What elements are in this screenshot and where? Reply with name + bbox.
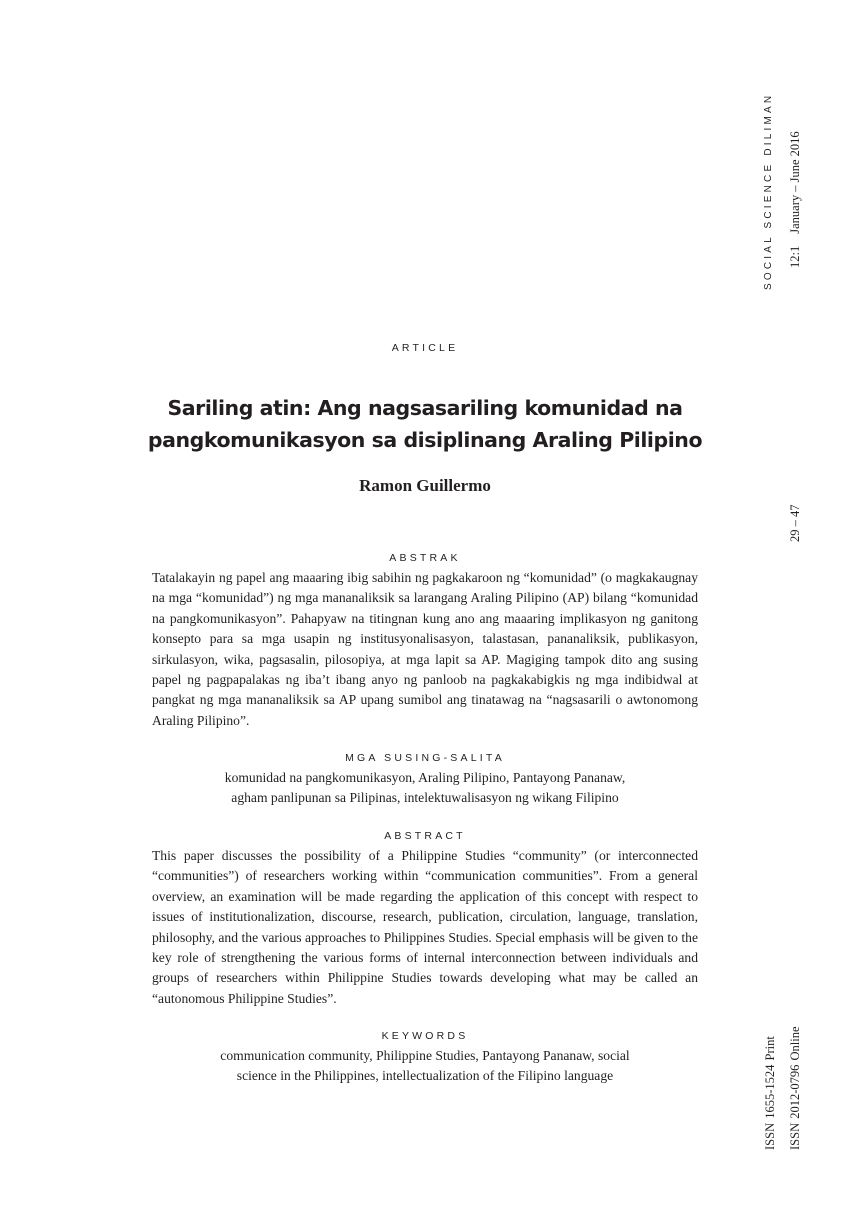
- issn-online: ISSN 2012-0796 Online: [788, 1026, 802, 1150]
- page-range: 29 – 47: [788, 504, 802, 542]
- article-title: Sariling atin: Ang nagsasariling komunidad na pangkomunikasyon sa disiplinang Araling Pilipino: [147, 396, 703, 452]
- abstract-heading: ABSTRACT: [384, 830, 466, 842]
- susing-salita-line: agham panlipunan sa Pilipinas, intelektuwalisasyon ng wikang Filipino: [231, 790, 619, 806]
- susing-salita-line: komunidad na pangkomunikasyon, Araling Pilipino, Pantayong Pananaw,: [224, 770, 626, 785]
- journal-issue: 12:1: [788, 245, 802, 268]
- keywords-line: communication community, Philippine Studies, Pantayong Pananaw, social: [220, 1048, 630, 1063]
- journal-date: January – June 2016: [788, 131, 802, 234]
- journal-name: SOCIAL SCIENCE DILIMAN: [763, 92, 774, 290]
- susing-salita-heading: MGA SUSING-SALITA: [345, 752, 505, 764]
- abstrak-text: Tatalakayin ng papel ang maaaring ibig sabihin ng pagkakaroon ng “komunidad” (o magkakaugnay na mga “komunidad”) ng mga mananaliksik sa larangang Araling Pilipino (AP) bilang “komunidad na pangkomunikasyon”. Pahapyaw na titingnan kung ano ang maaaring implikasyon ng ganitong konsepto para sa mga usapin ng institusyonalisasyon, talastasan, pananaliksik, publikasyon, sirkulasyon, wika, pagsasalin, pilosopiya, at mga lapit sa AP. Magiging tampok dito ang susing papel ng pagpapalakas ng iba’t ibang anyo ng panloob na pagkakabigkis ng mga indibidwal at pangkat ng mga mananaliksik sa AP upang sumibol ang tinatawag na “nagsasarili o awtonomong Araling Pilipino”.: [152, 570, 698, 728]
- susing-salita-text: [152, 768, 698, 809]
- abstrak-heading: ABSTRAK: [389, 552, 461, 564]
- journal-issue-date: [788, 131, 803, 268]
- keywords-line: science in the Philippines, intellectualization of the Filipino language: [236, 1068, 614, 1084]
- issn-print: ISSN 1655-1524 Print: [763, 1036, 777, 1150]
- article-author: Ramon Guillermo: [359, 476, 491, 495]
- keywords-text: [152, 1046, 698, 1087]
- abstract-text: This paper discusses the possibility of a Philippine Studies “community” (or interconnected “communities”) of researchers working within “communication communities”. From a general overview, an examination will be made regarding the application of this concept with respect to issues of institutionalization, discourse, research, publication, circulation, language, translation, philosophy, and the various approaches to Philippines Studies. Special emphasis will be given to the key role of strengthening the various forms of internal interconnection between individuals and groups of researchers within Philippine Studies towards developing what may be called an “autonomous Philippine Studies”.: [152, 848, 698, 1006]
- article-type-label: ARTICLE: [391, 342, 459, 354]
- keywords-heading: KEYWORDS: [381, 1030, 469, 1042]
